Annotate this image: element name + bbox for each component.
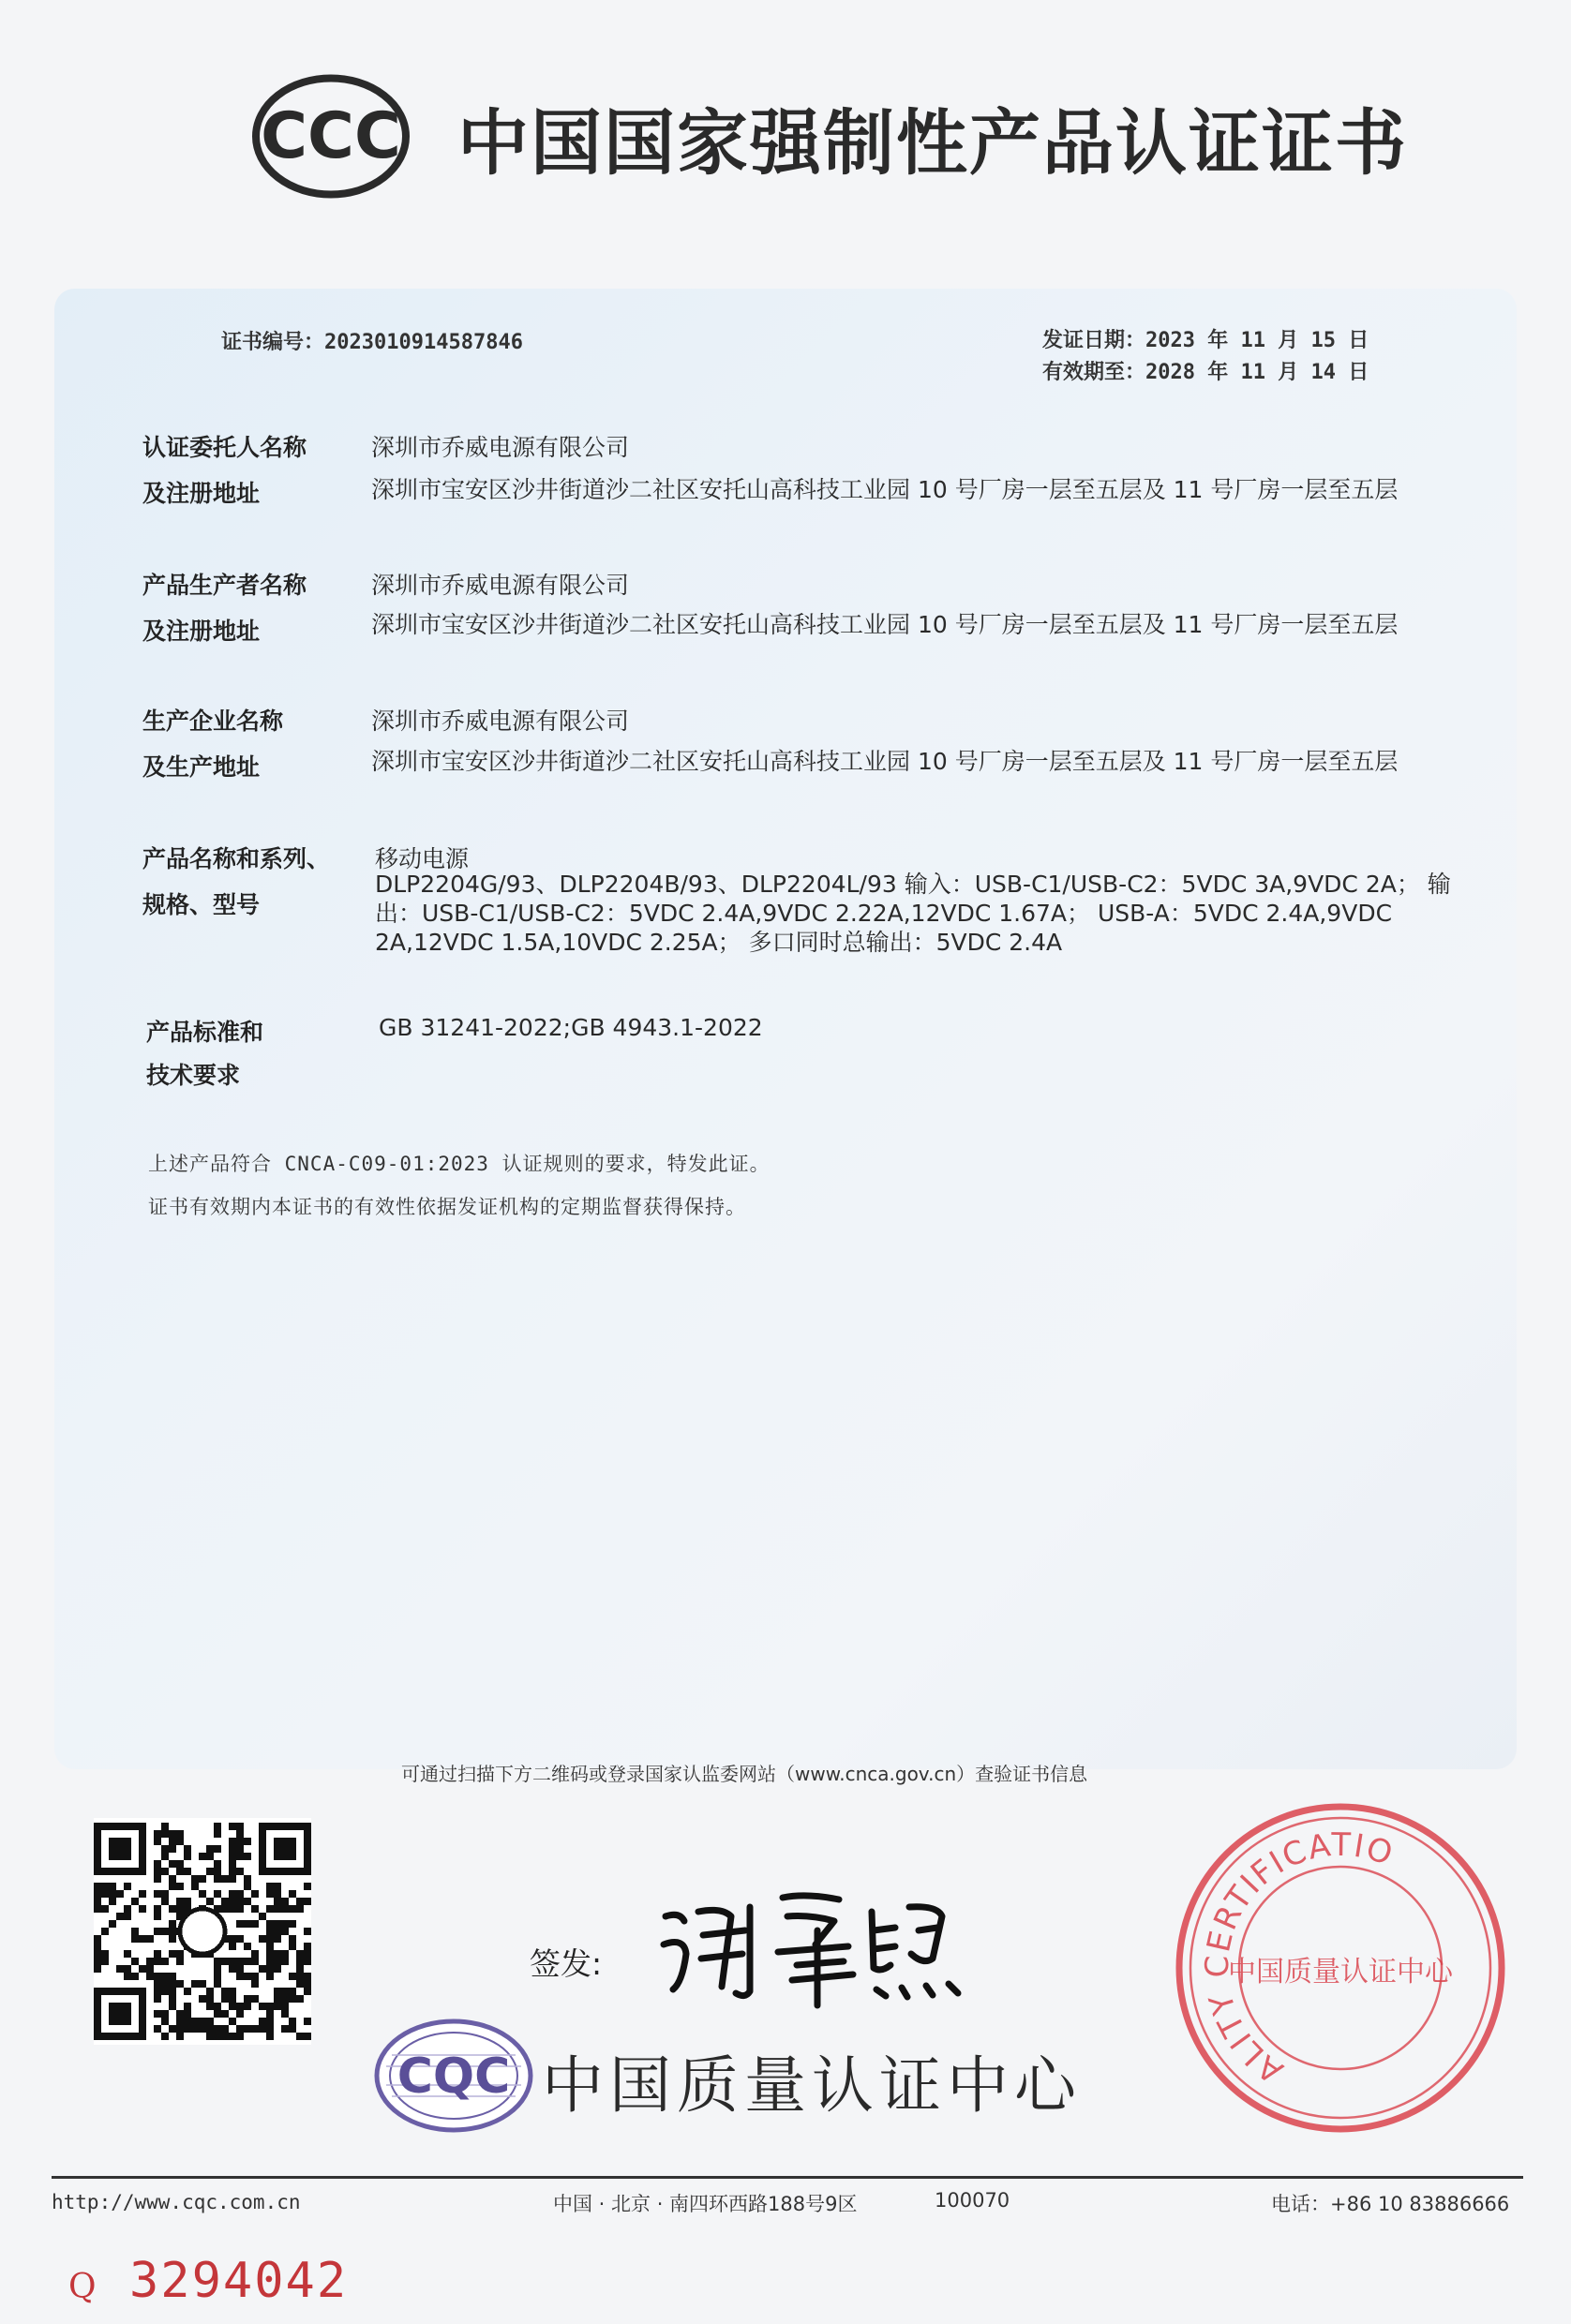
official-seal-stamp <box>1170 1797 1511 2138</box>
seal-outer-text: QUALITY CERTIFICATION <box>1198 1825 1399 2091</box>
seal-inner-text: 中国质量认证中心 <box>1228 1956 1453 1989</box>
standard-label-1: 产品标准和 <box>146 1019 264 1046</box>
product-spec-line-3: 2A,12VDC 1.5A,10VDC 2.25A； 多口同时总输出：5VDC 2.4A <box>375 929 1063 956</box>
manufacturer-name: 深圳市乔威电源有限公司 <box>371 572 630 599</box>
issue-date-label: 发证日期： <box>1042 329 1146 352</box>
manufacturer-label-2: 及注册地址 <box>142 618 261 645</box>
expiry-date-row <box>1042 356 1369 385</box>
footer-address: 中国 · 北京 · 南四环西路188号9区 <box>553 2193 858 2215</box>
factory-address: 深圳市宝安区沙井街道沙二社区安托山高科技工业园 10 号厂房一层至五层及 11 号厂房一层至五层 <box>371 748 1399 775</box>
cert-number: 2023010914587846 <box>324 331 523 354</box>
factory-name: 深圳市乔威电源有限公司 <box>371 708 630 735</box>
applicant-label-1: 认证委托人名称 <box>142 434 307 461</box>
cqc-logo <box>373 2018 534 2134</box>
manufacturer-address: 深圳市宝安区沙井街道沙二社区安托山高科技工业园 10 号厂房一层至五层及 11 号厂房一层至五层 <box>371 611 1399 638</box>
applicant-label-2: 及注册地址 <box>142 480 261 507</box>
issue-date-row <box>1042 324 1369 353</box>
footer-divider <box>52 2176 1523 2179</box>
expiry-date: 2028 年 11 月 14 日 <box>1145 361 1369 384</box>
cqc-logo-text: CQC <box>396 2048 511 2105</box>
expiry-date-label: 有效期至： <box>1042 361 1146 384</box>
standard-value: GB 31241-2022;GB 4943.1-2022 <box>379 1014 763 1041</box>
factory-label-2: 及生产地址 <box>142 753 261 781</box>
signature-label: 签发: <box>530 1945 603 1982</box>
serial-number: 3294042 <box>129 2253 349 2309</box>
standard-label-2: 技术要求 <box>146 1062 241 1089</box>
product-label-1: 产品名称和系列、 <box>142 845 331 872</box>
footer-postcode: 100070 <box>935 2189 1010 2212</box>
certificate-title: 中国国家强制性产品认证证书 <box>457 101 1408 185</box>
product-name: 移动电源 <box>375 845 470 872</box>
compliance-statement: 上述产品符合 CNCA-C09-01:2023 认证规则的要求，特发此证。 <box>148 1153 771 1175</box>
ccc-logo-text: CCC <box>261 99 401 173</box>
verification-note: 可通过扫描下方二维码或登录国家认监委网站（www.cnca.gov.cn）查验证书信息 <box>401 1763 1088 1785</box>
cert-number-row <box>221 326 523 355</box>
issue-date: 2023 年 11 月 15 日 <box>1145 329 1369 352</box>
cert-number-label: 证书编号： <box>221 331 325 354</box>
applicant-address: 深圳市宝安区沙井街道沙二社区安托山高科技工业园 10 号厂房一层至五层及 11 号厂房一层至五层 <box>371 476 1399 503</box>
applicant-name: 深圳市乔威电源有限公司 <box>371 434 630 461</box>
ccc-logo <box>251 73 411 200</box>
footer-phone: 电话：+86 10 83886666 <box>1271 2193 1510 2215</box>
factory-label-1: 生产企业名称 <box>142 708 284 735</box>
validity-statement: 证书有效期内本证书的有效性依据发证机构的定期监督获得保持。 <box>148 1196 746 1218</box>
issuer-name: 中国质量认证中心 <box>542 2049 1082 2122</box>
certificate-body-panel <box>54 289 1517 1769</box>
product-label-2: 规格、型号 <box>142 891 261 918</box>
manufacturer-label-1: 产品生产者名称 <box>142 572 307 599</box>
signature <box>656 1879 965 2010</box>
serial-prefix: Q <box>68 2268 97 2306</box>
qr-code-icon[interactable] <box>94 1818 311 2045</box>
product-spec-line-2: 出：USB-C1/USB-C2：5VDC 2.4A,9VDC 2.22A,12VDC 1.67A； USB-A：5VDC 2.4A,9VDC <box>375 900 1393 927</box>
footer-website[interactable]: http://www.cqc.com.cn <box>52 2191 301 2213</box>
product-spec-line-1: DLP2204G/93、DLP2204B/93、DLP2204L/93 输入：USB-C1/USB-C2：5VDC 3A,9VDC 2A； 输 <box>375 871 1451 898</box>
